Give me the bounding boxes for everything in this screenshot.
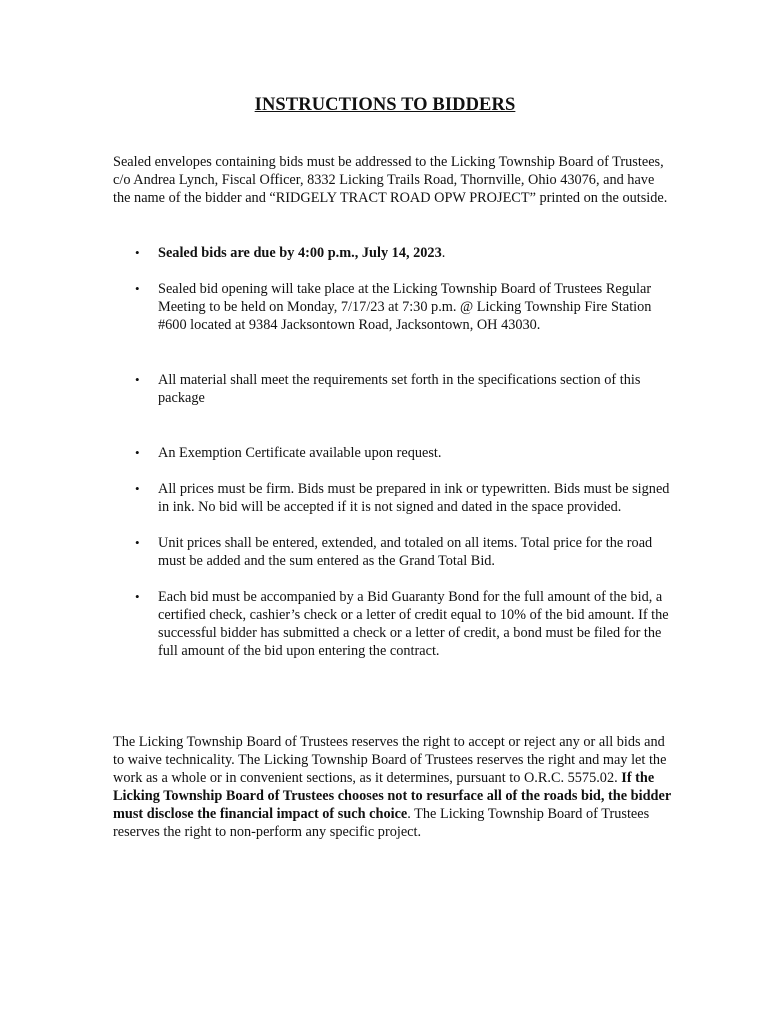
- prices-text: All prices must be firm. Bids must be prepared in ink or typewritten. Bids must be signed in ink. No bid will be accepted if it is not signed and dated in the space provided.: [158, 481, 670, 515]
- unit-prices-text: Unit prices shall be entered, extended, and totaled on all items. Total price for the road must be added and the sum entered as the Grand Total Bid.: [158, 535, 653, 569]
- list-item-bond: [113, 588, 673, 660]
- bullet-icon: •: [135, 445, 140, 460]
- list-item-unit-prices: [113, 534, 673, 570]
- closing-text-2: . The Licking Township Board of Trustees reserves the right to non-perform any specific project.: [113, 806, 650, 840]
- bullet-icon: •: [135, 372, 140, 387]
- list-item-due-date: [113, 244, 673, 262]
- bullet-icon: •: [135, 245, 140, 260]
- list-item-material: [113, 371, 673, 407]
- closing-paragraph: [113, 733, 673, 841]
- due-date-period: .: [441, 245, 446, 261]
- closing-bold-text: If the Licking Township Board of Trustees chooses not to resurface all of the roads bid, the bidder must disclose the financial impact of such choice: [113, 770, 671, 822]
- bullet-icon: •: [135, 535, 140, 550]
- bullet-icon: •: [135, 589, 140, 604]
- intro-paragraph: Sealed envelopes containing bids must be addressed to the Licking Township Board of Trustees, c/o Andrea Lynch, Fiscal Officer, 8332 Licking Trails Road, Thornville, Ohio 43076, and have the name of the bidder and “RIDGELY TRACT ROAD OPW PROJECT” printed on the outside.: [113, 154, 668, 206]
- closing-text-1: The Licking Township Board of Trustees reserves the right to accept or reject any or all bids and to waive technicality. The Licking Township Board of Trustees reserves the right and may let the work as a whole or in convenient sections, as it determines, pursuant to O.R.C. 5575.02.: [113, 734, 667, 786]
- bullet-icon: •: [135, 481, 140, 496]
- list-item-prices: [113, 480, 673, 516]
- list-item-exemption: [113, 444, 673, 462]
- due-date-text: Sealed bids are due by 4:00 p.m., July 14, 2023: [158, 245, 442, 261]
- bond-text: Each bid must be accompanied by a Bid Guaranty Bond for the full amount of the bid, a certified check, cashier’s check or a letter of credit equal to 10% of the bid amount. If the successful bidder has submitted a check or a letter of credit, a bond must be filed for the full amount of the bid upon entering the contract.: [158, 589, 669, 659]
- material-text: All material shall meet the requirements set forth in the specifications section of this package: [158, 372, 641, 406]
- list-item-bid-opening: [113, 280, 673, 334]
- exemption-text: An Exemption Certificate available upon request.: [158, 445, 442, 461]
- bullet-icon: •: [135, 281, 140, 296]
- bid-opening-text: Sealed bid opening will take place at the Licking Township Board of Trustees Regular Meeting to be held on Monday, 7/17/23 at 7:30 p.m. @ Licking Township Fire Station #600 located at 9384 Jacksontown Road, Jacksontown, OH 43030.: [158, 281, 652, 333]
- instructions-list: [113, 244, 673, 660]
- page-title: INSTRUCTIONS TO BIDDERS: [254, 95, 516, 115]
